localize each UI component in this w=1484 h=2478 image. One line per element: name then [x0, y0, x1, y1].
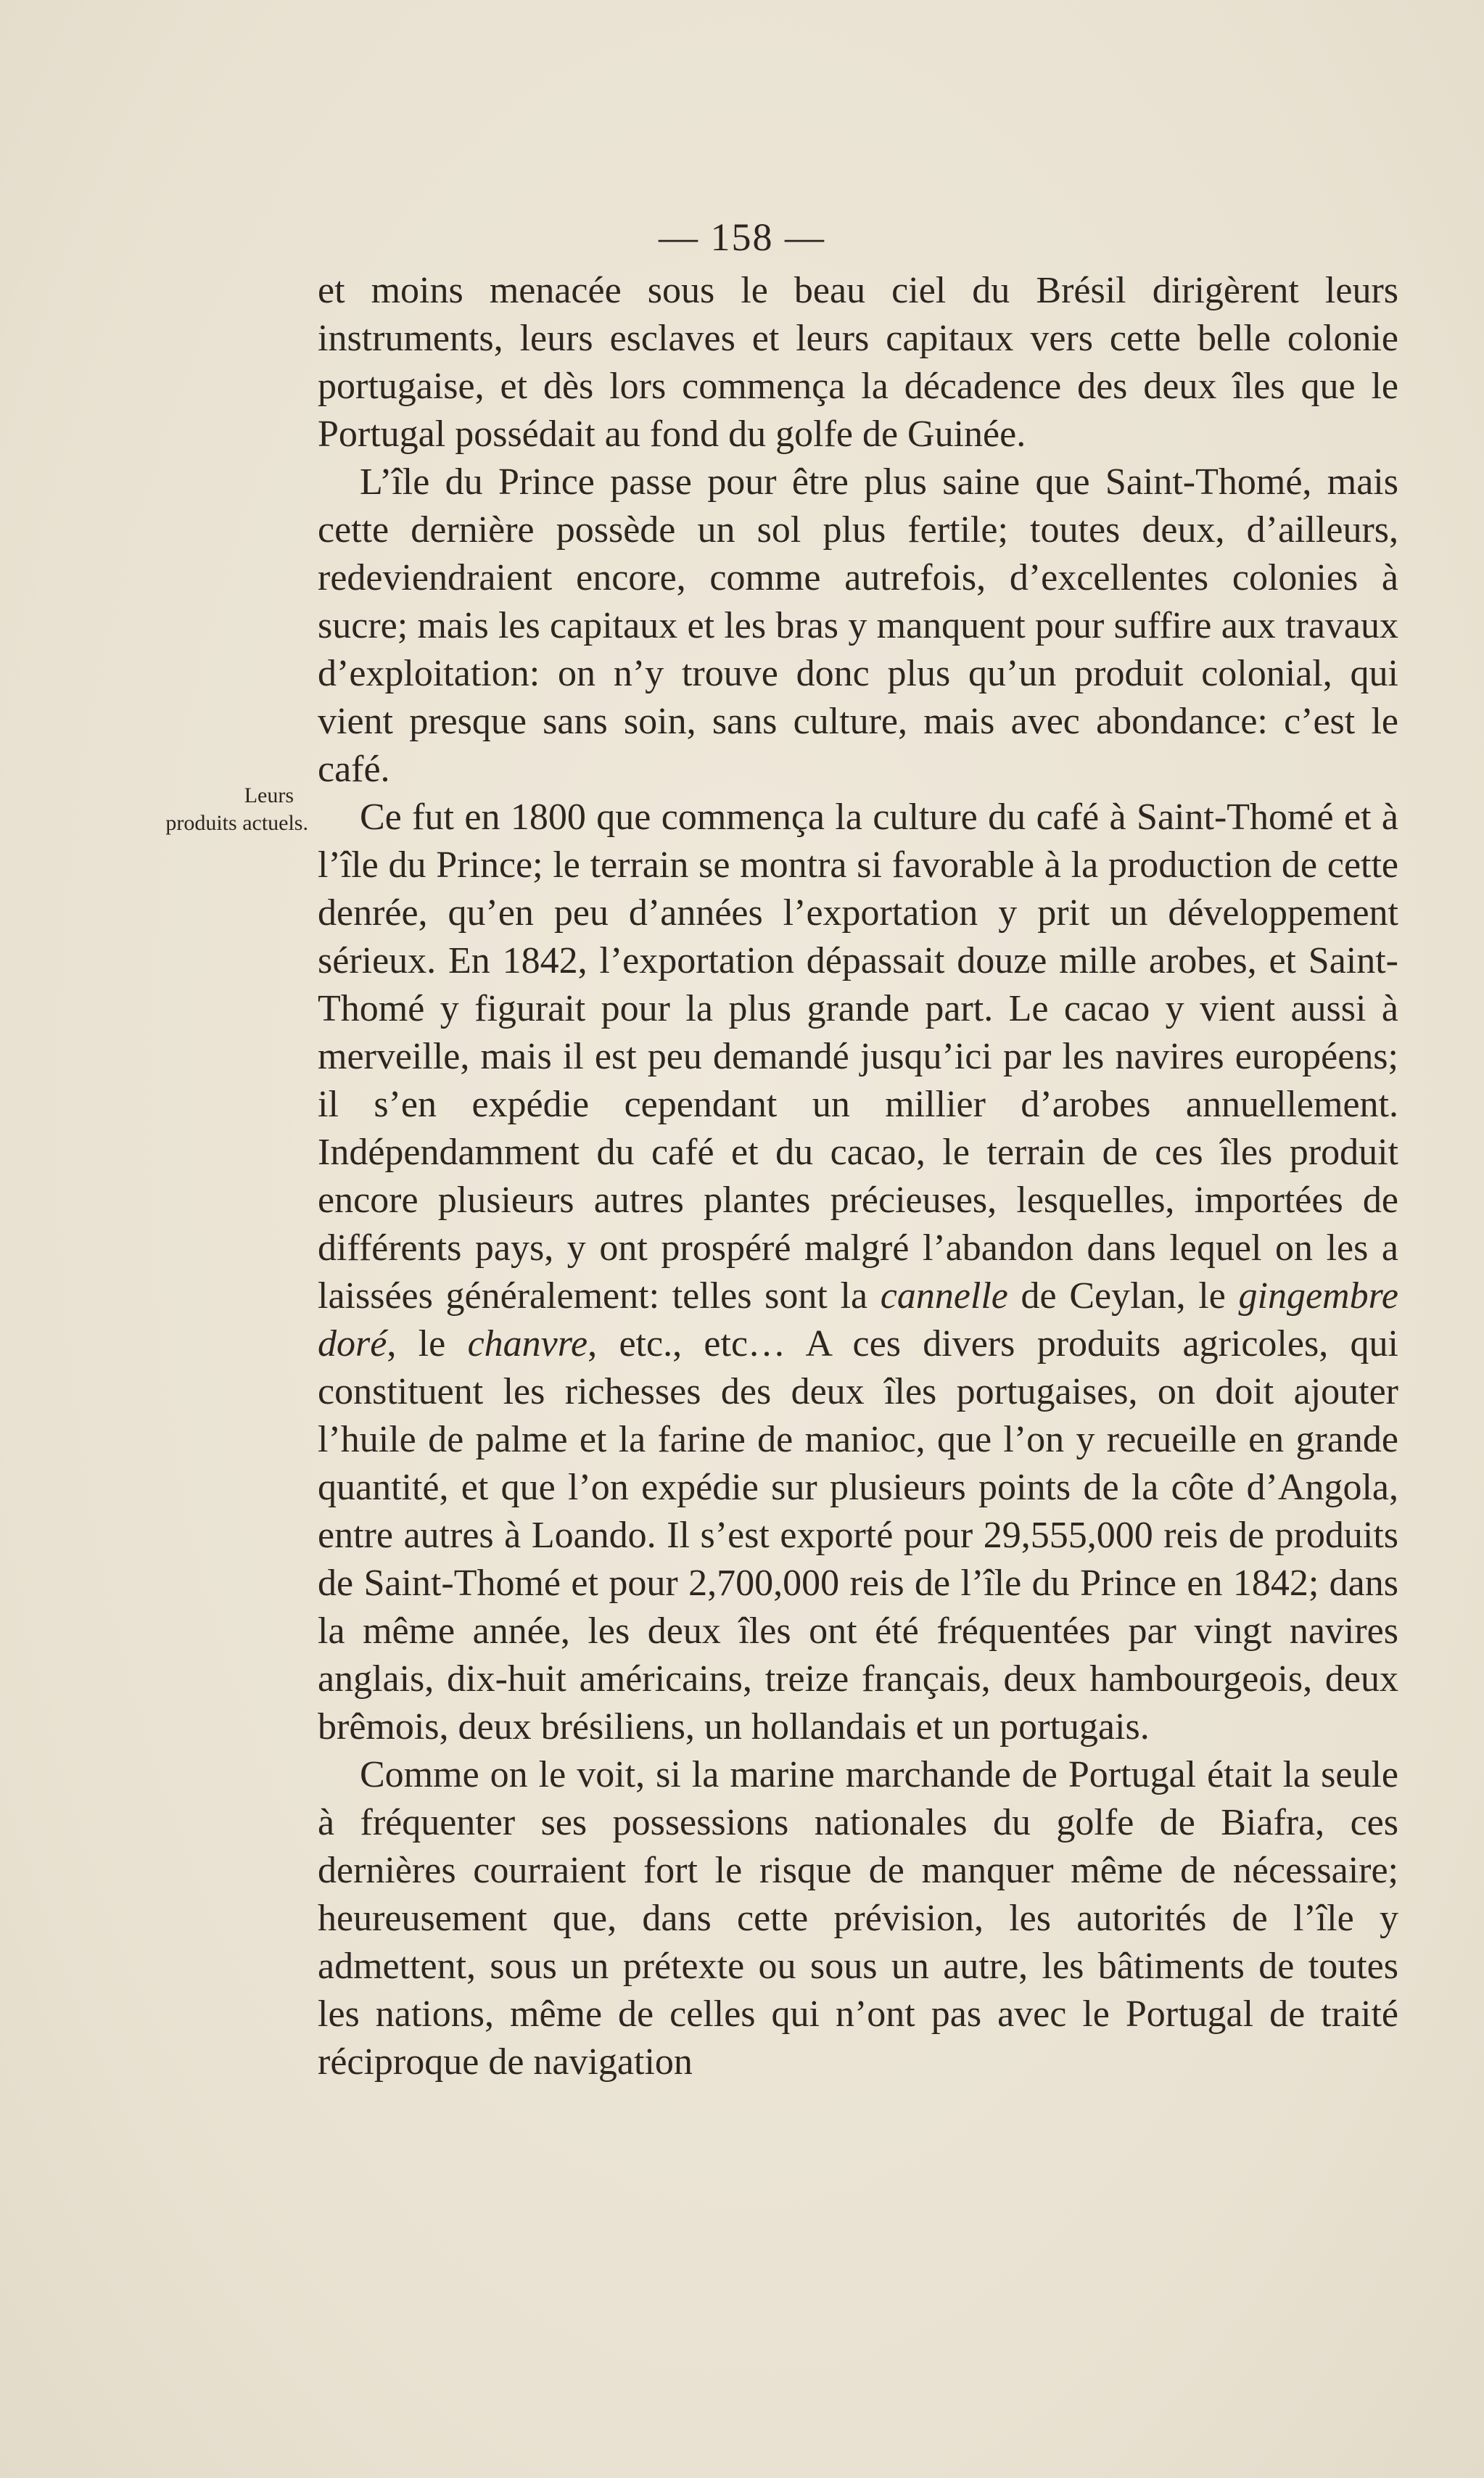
italic-term-gingembre: gingembre doré [318, 1275, 1398, 1364]
paragraph-text: Ce fut en 1800 que commença la culture du café à Saint-Thomé et à l’île du Prince; le terrain se montra si favorable à la production de cette denrée, qu’en peu d’années l’exportation y prit un développement sérieux. En 1842, l’exportation dépassait douze mille arobes, et Saint-Thomé y figurait pour la plus grande part. Le cacao y vient aussi à merveille, mais il est peu demandé jusqu’ici par les navires européens; il s’en expédie cependant un millier d’arobes annuellement. Indépendamment du café et du cacao, le terrain de ces îles produit encore plusieurs autres plantes précieuses, lesquelles, importées de différents pays, y ont prospéré malgré l’abandon dans lequel on les a laissées généralement: telles sont la [318, 796, 1398, 1317]
paragraph-text: et moins menacée sous le beau ciel du Brésil dirigèrent leurs instruments, leurs esclaves et leurs capitaux vers cette belle colonie portugaise, et dès lors commença la décadence des deux îles que le Portugal possédait au fond du golfe de Guinée. [318, 270, 1398, 455]
margin-note-line-1: Leurs [244, 783, 294, 807]
paragraph-text: L’île du Prince passe pour être plus saine que Saint-Thomé, mais cette dernière possède un sol plus fertile; toutes deux, d’ailleurs, redeviendraient encore, comme autrefois, d’excellentes colonies à sucre; mais les capitaux et les bras y manquent pour suffire aux travaux d’exploitation: on n’y trouve donc plus qu’un produit colonial, qui vient presque sans soin, sans culture, mais avec abondance: c’est le café. [318, 461, 1398, 790]
margin-note [112, 782, 308, 837]
paragraph-1 [318, 267, 1398, 458]
paragraph-text: de Ceylan, le [1007, 1275, 1239, 1317]
paragraph-text: , le [387, 1323, 468, 1364]
italic-term-cannelle: cannelle [880, 1275, 1008, 1317]
margin-note-line-2: produits actuels. [165, 811, 308, 835]
body-text [318, 267, 1398, 2086]
paragraph-text: Comme on le voit, si la marine marchande de Portugal était la seule à fréquenter ses possessions nationales du golfe de Biafra, ces dernières courraient fort le risque de manquer même de nécessaire; heureusement que, dans cette prévision, les autorités de l’île y admettent, sous un prétexte ou sous un autre, les bâtiments de toutes les nations, même de celles qui n’ont pas avec le Portugal de traité réciproque de navigation [318, 1754, 1398, 2083]
paragraph-4 [318, 1751, 1398, 2086]
paragraph-3 [318, 794, 1398, 1751]
italic-term-chanvre: chanvre [467, 1323, 588, 1364]
page-number: — 158 — [659, 215, 825, 259]
paragraph-text: , etc., etc… A ces divers produits agricoles, qui constituent les richesses des deux îles portugaises, on doit ajouter l’huile de palme et la farine de manioc, que l’on y recueille en grande quantité, et que l’on expédie sur plusieurs points de la côte d’Angola, entre autres à Loando. Il s’est exporté pour 29,555,000 reis de produits de Saint-Thomé et pour 2,700,000 reis de l’île du Prince en 1842; dans la même année, les deux îles ont été fréquentées par vingt navires anglais, dix-huit américains, treize français, deux hambourgeois, deux brêmois, deux brésiliens, un hollandais et un portugais. [318, 1323, 1398, 1748]
paragraph-2 [318, 458, 1398, 794]
